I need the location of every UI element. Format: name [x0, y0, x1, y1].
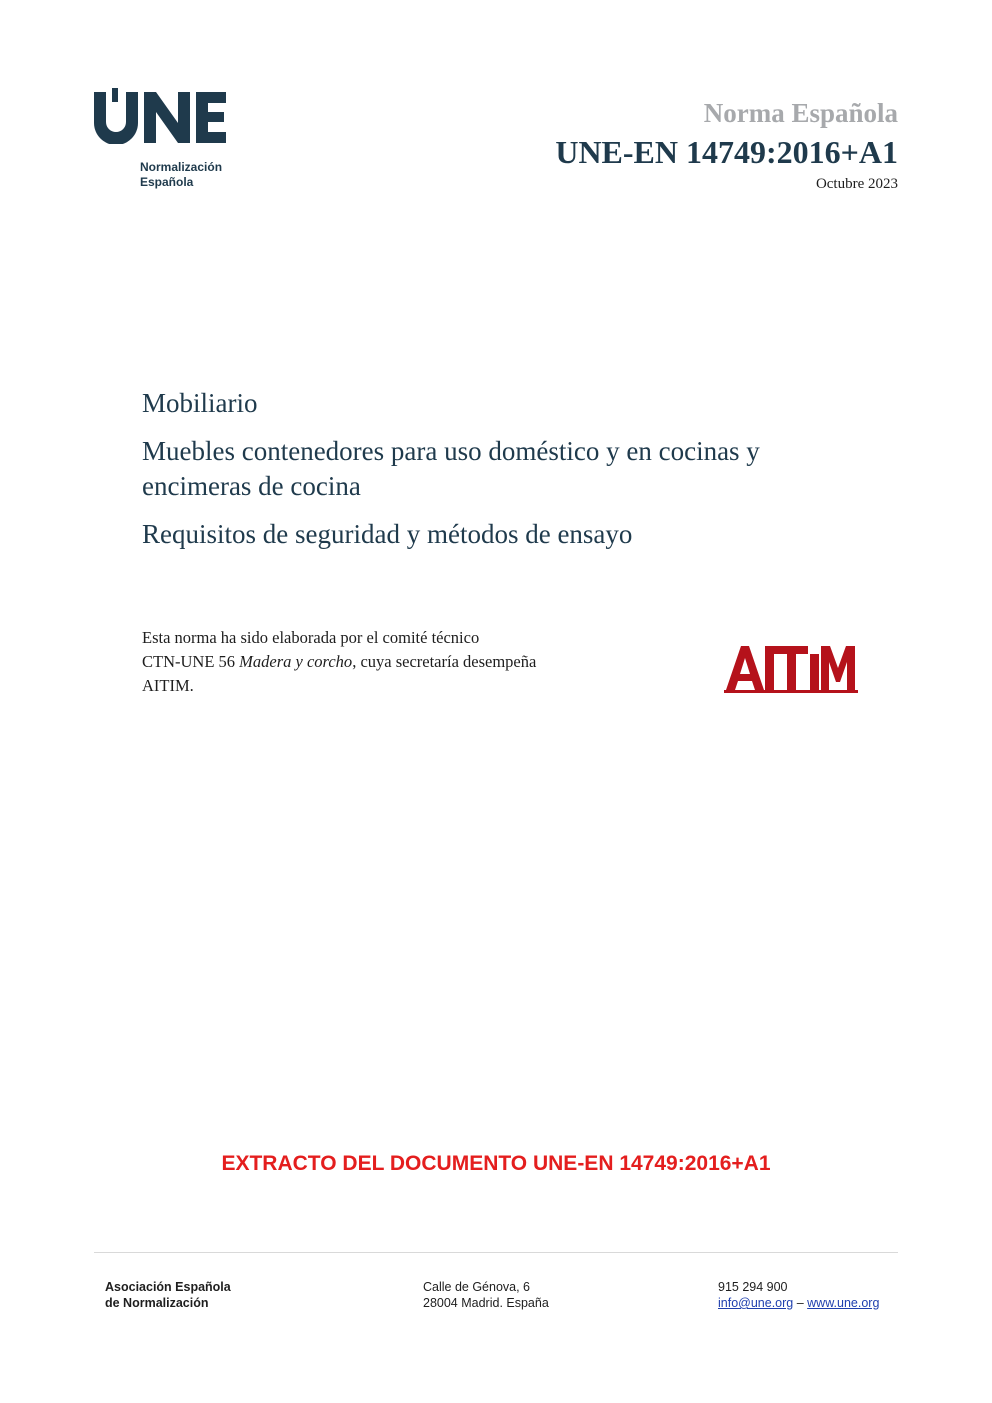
committee-code: CTN-UNE 56 — [142, 652, 240, 671]
footer-organization — [105, 1279, 231, 1311]
une-logo — [92, 88, 252, 198]
footer-links — [718, 1295, 879, 1311]
footer-divider — [94, 1252, 898, 1253]
footer-org-line1: Asociación Española — [105, 1280, 231, 1294]
footer-link-separator: – — [793, 1296, 808, 1310]
committee-line2 — [142, 650, 662, 674]
une-wordmark-icon — [92, 88, 227, 144]
title-main: Mobiliario — [142, 388, 258, 418]
footer-phone: 915 294 900 — [718, 1280, 788, 1294]
committee-secretariat: , cuya secretaría desempeña — [352, 652, 537, 671]
committee-line3: AITIM. — [142, 676, 194, 695]
standard-code: UNE-EN 14749:2016+A1 — [555, 134, 898, 170]
document-titles — [142, 386, 882, 565]
committee-statement — [142, 626, 662, 698]
website-link[interactable]: www.une.org — [807, 1296, 880, 1310]
logo-subtitle-line2: Española — [140, 175, 194, 189]
logo-subtitle-line1: Normalización — [140, 160, 223, 174]
document-header — [555, 96, 898, 193]
email-link[interactable]: info@une.org — [718, 1296, 794, 1310]
publication-date: Octubre 2023 — [815, 176, 898, 192]
footer-contact — [718, 1279, 879, 1311]
aitim-logo-icon — [724, 640, 858, 694]
standard-kind: Norma Española — [703, 98, 898, 128]
title-scope: Requisitos de seguridad y métodos de ensayo — [142, 519, 633, 549]
committee-line1: Esta norma ha sido elaborada por el comité técnico — [142, 628, 480, 647]
committee-name: Madera y corcho — [239, 652, 353, 671]
footer-org-line2: de Normalización — [105, 1296, 209, 1310]
title-subject: Muebles contenedores para uso doméstico y en cocinas y encimeras de cocina — [142, 436, 760, 501]
footer-address-line1: Calle de Génova, 6 — [423, 1280, 531, 1294]
extract-notice: EXTRACTO DEL DOCUMENTO UNE-EN 14749:2016+A1 — [221, 1152, 771, 1175]
footer-address — [423, 1279, 549, 1311]
footer-address-line2: 28004 Madrid. España — [423, 1296, 549, 1310]
